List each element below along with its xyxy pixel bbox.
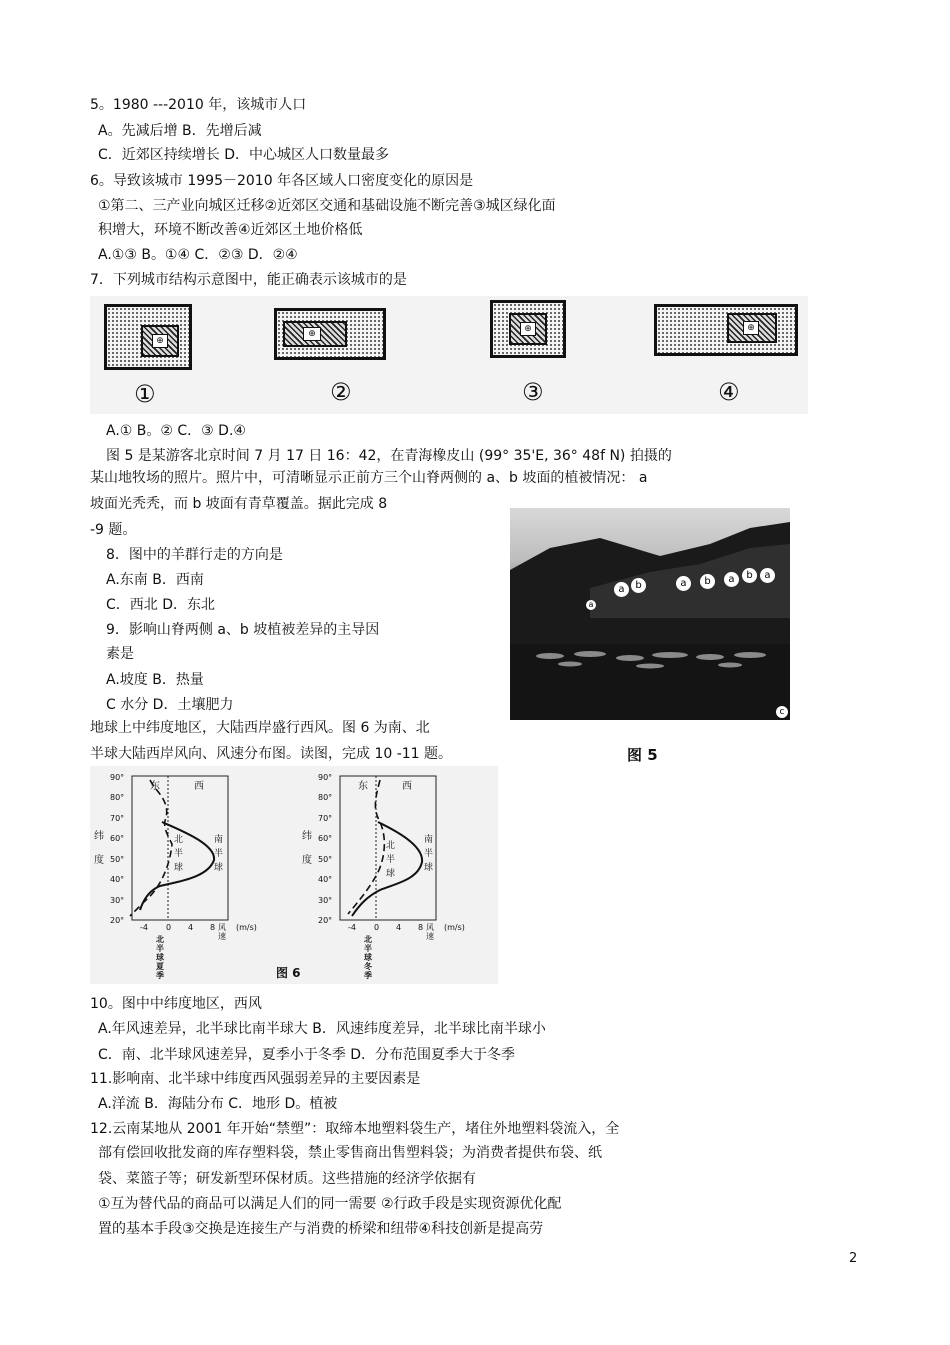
small-label: a bbox=[586, 600, 596, 610]
q6-stem: 6。导致该城市 1995－2010 年各区域人口密度变化的原因是 bbox=[90, 173, 474, 189]
slope-label-b1: b bbox=[631, 578, 646, 593]
diagram-1 bbox=[104, 304, 192, 370]
q6-line-1: ①第二、三产业向城区迁移②近郊区交通和基础设施不断完善③城区绿化面 bbox=[98, 198, 556, 214]
q5-options-ab: A。先减后增 B．先增后减 bbox=[98, 123, 262, 139]
lat-tick: 80° bbox=[110, 793, 125, 802]
lat-tick: 80° bbox=[318, 793, 333, 802]
south-label: 半 bbox=[214, 849, 224, 859]
fig6-intro-1: 地球上中纬度地区，大陆西岸盛行西风。图 6 为南、北 bbox=[90, 720, 430, 736]
y-label: 度 bbox=[94, 855, 104, 866]
y-label: 度 bbox=[302, 855, 312, 866]
lat-tick: 20° bbox=[110, 916, 125, 925]
q12-line-3: 袋、菜篮子等；研发新型环保材质。这些措施的经济学依据有 bbox=[98, 1171, 476, 1187]
south-label: 球 bbox=[424, 863, 434, 873]
diagram-1-core: ⊕ bbox=[152, 334, 168, 348]
lat-tick: 60° bbox=[318, 834, 333, 843]
chart-summer-subtitle: 北半球夏季 bbox=[156, 935, 164, 980]
wind-speed-charts bbox=[90, 766, 498, 984]
x-tick: 0 bbox=[374, 923, 380, 932]
fig5-caption: 图 5 bbox=[627, 746, 658, 764]
x-tick: 4 bbox=[396, 923, 402, 932]
west-label: 西 bbox=[402, 781, 412, 792]
diagram-2-core: ⊕ bbox=[303, 327, 321, 341]
q11-options: A.洋流 B．海陆分布 C．地形 D。植被 bbox=[98, 1096, 338, 1112]
q8-options-ab: A.东南 B．西南 bbox=[106, 572, 204, 588]
north-label: 北 bbox=[386, 841, 396, 851]
page-number: 2 bbox=[849, 1251, 858, 1266]
east-label: 东 bbox=[150, 781, 160, 792]
slope-label-a4: a bbox=[760, 568, 775, 583]
chart-summer bbox=[130, 776, 228, 920]
north-label: 北 bbox=[174, 835, 184, 845]
south-label: 球 bbox=[214, 863, 224, 873]
diagram-label-1: ① bbox=[134, 380, 156, 408]
q10-options-ab: A.年风速差异，北半球比南半球大 B．风速纬度差异，北半球比南半球小 bbox=[98, 1021, 546, 1037]
east-label: 东 bbox=[358, 781, 368, 792]
q5-options-cd: C．近郊区持续增长 D．中心城区人口数量最多 bbox=[98, 147, 390, 163]
fig5-intro-1: 图 5 是某游客北京时间 7 月 17 日 16：42，在青海橡皮山 (99° 35'E, 36° 48f N) 拍摄的 bbox=[106, 448, 672, 464]
q5-stem: 5。1980 ---2010 年，该城市人口 bbox=[90, 97, 307, 113]
q10-options-cd: C．南、北半球风速差异，夏季小于冬季 D．分布范围夏季大于冬季 bbox=[98, 1047, 516, 1063]
lat-tick: 70° bbox=[318, 814, 333, 823]
x-tick: 0 bbox=[166, 923, 172, 932]
diagram-4 bbox=[654, 304, 798, 356]
slope-label-a2: a bbox=[676, 576, 691, 591]
fig6-caption: 图 6 bbox=[276, 966, 301, 980]
q7-stem: 7．下列城市结构示意图中，能正确表示该城市的是 bbox=[90, 272, 407, 288]
south-label: 南 bbox=[214, 835, 224, 845]
diagram-label-3: ③ bbox=[522, 378, 544, 406]
north-label: 球 bbox=[174, 863, 184, 873]
q12-stem: 12.云南某地从 2001 年开始“禁塑”：取缔本地塑料袋生产，堵住外地塑料袋流入，全 bbox=[90, 1121, 620, 1137]
fig6-intro-2: 半球大陆西岸风向、风速分布图。读图，完成 10 -11 题。 bbox=[90, 746, 453, 762]
corner-mark: c bbox=[776, 706, 788, 718]
slope-label-a3: a bbox=[724, 572, 739, 587]
lat-tick: 40° bbox=[110, 875, 125, 884]
south-label: 南 bbox=[424, 835, 434, 845]
lat-tick: 90° bbox=[110, 773, 125, 782]
diagram-3 bbox=[490, 300, 566, 358]
q11-stem: 11.影响南、北半球中纬度西风强弱差异的主要因素是 bbox=[90, 1071, 421, 1087]
lat-tick: 60° bbox=[110, 834, 125, 843]
fig5-intro-4: -9 题。 bbox=[90, 522, 137, 538]
lat-tick: 50° bbox=[110, 855, 125, 864]
q12-line-5: 置的基本手段③交换是连接生产与消费的桥梁和纽带④科技创新是提高劳 bbox=[98, 1221, 544, 1237]
q9-stem-2: 素是 bbox=[106, 646, 134, 662]
q10-stem: 10。图中中纬度地区，西风 bbox=[90, 996, 262, 1012]
north-label: 球 bbox=[386, 869, 396, 879]
x-tick: -4 bbox=[348, 923, 356, 932]
slope-label-a1: a bbox=[614, 582, 629, 597]
slope-label-b3: b bbox=[742, 568, 757, 583]
diagram-4-core: ⊕ bbox=[743, 321, 759, 335]
diagram-label-2: ② bbox=[330, 378, 352, 406]
q6-line-2: 积增大，环境不断改善④近郊区土地价格低 bbox=[98, 222, 363, 238]
diagram-1-inner bbox=[141, 325, 179, 357]
x-unit-label: 风速 bbox=[218, 923, 226, 941]
lat-tick: 30° bbox=[318, 896, 333, 905]
west-label: 西 bbox=[194, 781, 204, 792]
x-unit: (m/s) bbox=[444, 923, 465, 932]
q12-line-2: 部有偿回收批发商的库存塑料袋，禁止零售商出售塑料袋；为消费者提供布袋、纸 bbox=[98, 1145, 602, 1161]
north-label: 半 bbox=[386, 855, 396, 865]
slope-label-b2: b bbox=[700, 574, 715, 589]
q7-options: A.① B。② C．③ D.④ bbox=[106, 423, 246, 439]
q12-line-4: ①互为替代品的商品可以满足人们的同一需要 ②行政手段是实现资源优化配 bbox=[98, 1196, 562, 1212]
lat-tick: 70° bbox=[110, 814, 125, 823]
fig5-intro-2: 某山地牧场的照片。照片中，可清晰显示正前方三个山脊两侧的 a、b 坡面的植被情况： a bbox=[90, 470, 648, 486]
lat-tick: 20° bbox=[318, 916, 333, 925]
lat-tick: 40° bbox=[318, 875, 333, 884]
x-tick: -4 bbox=[140, 923, 148, 932]
x-unit-label: 风速 bbox=[426, 923, 434, 941]
q8-stem: 8．图中的羊群行走的方向是 bbox=[106, 547, 283, 563]
diagram-2 bbox=[274, 308, 386, 360]
y-label: 纬 bbox=[302, 831, 312, 842]
wind-speed-figure bbox=[90, 766, 498, 984]
x-tick: 4 bbox=[188, 923, 194, 932]
north-label: 半 bbox=[174, 849, 184, 859]
photo-terrain bbox=[510, 508, 790, 720]
y-label: 纬 bbox=[94, 831, 104, 842]
chart-winter-subtitle: 北半球冬季 bbox=[364, 935, 372, 980]
lat-tick: 30° bbox=[110, 896, 125, 905]
pasture-photo bbox=[510, 508, 790, 720]
q9-options-ab: A.坡度 B．热量 bbox=[106, 672, 204, 688]
diagram-4-inner bbox=[727, 313, 777, 343]
diagram-3-core: ⊕ bbox=[520, 322, 536, 336]
x-tick: 8 bbox=[210, 923, 216, 932]
south-label: 半 bbox=[424, 849, 434, 859]
diagram-label-4: ④ bbox=[718, 378, 740, 406]
diagram-3-inner bbox=[509, 313, 547, 345]
lat-tick: 50° bbox=[318, 855, 333, 864]
fig5-intro-3: 坡面光秃秃，而 b 坡面有青草覆盖。据此完成 8 bbox=[90, 496, 388, 512]
diagram-2-inner bbox=[283, 321, 347, 347]
x-unit: (m/s) bbox=[236, 923, 257, 932]
lat-tick: 90° bbox=[318, 773, 333, 782]
q8-options-cd: C．西北 D．东北 bbox=[106, 597, 216, 613]
q9-stem: 9．影响山脊两侧 a、b 坡植被差异的主导因 bbox=[106, 622, 380, 638]
q6-options: A.①③ B。①④ C．②③ D．②④ bbox=[98, 247, 298, 263]
x-tick: 8 bbox=[418, 923, 424, 932]
city-structure-figure bbox=[90, 296, 808, 414]
q9-options-cd: C 水分 D．土壤肥力 bbox=[106, 697, 234, 713]
